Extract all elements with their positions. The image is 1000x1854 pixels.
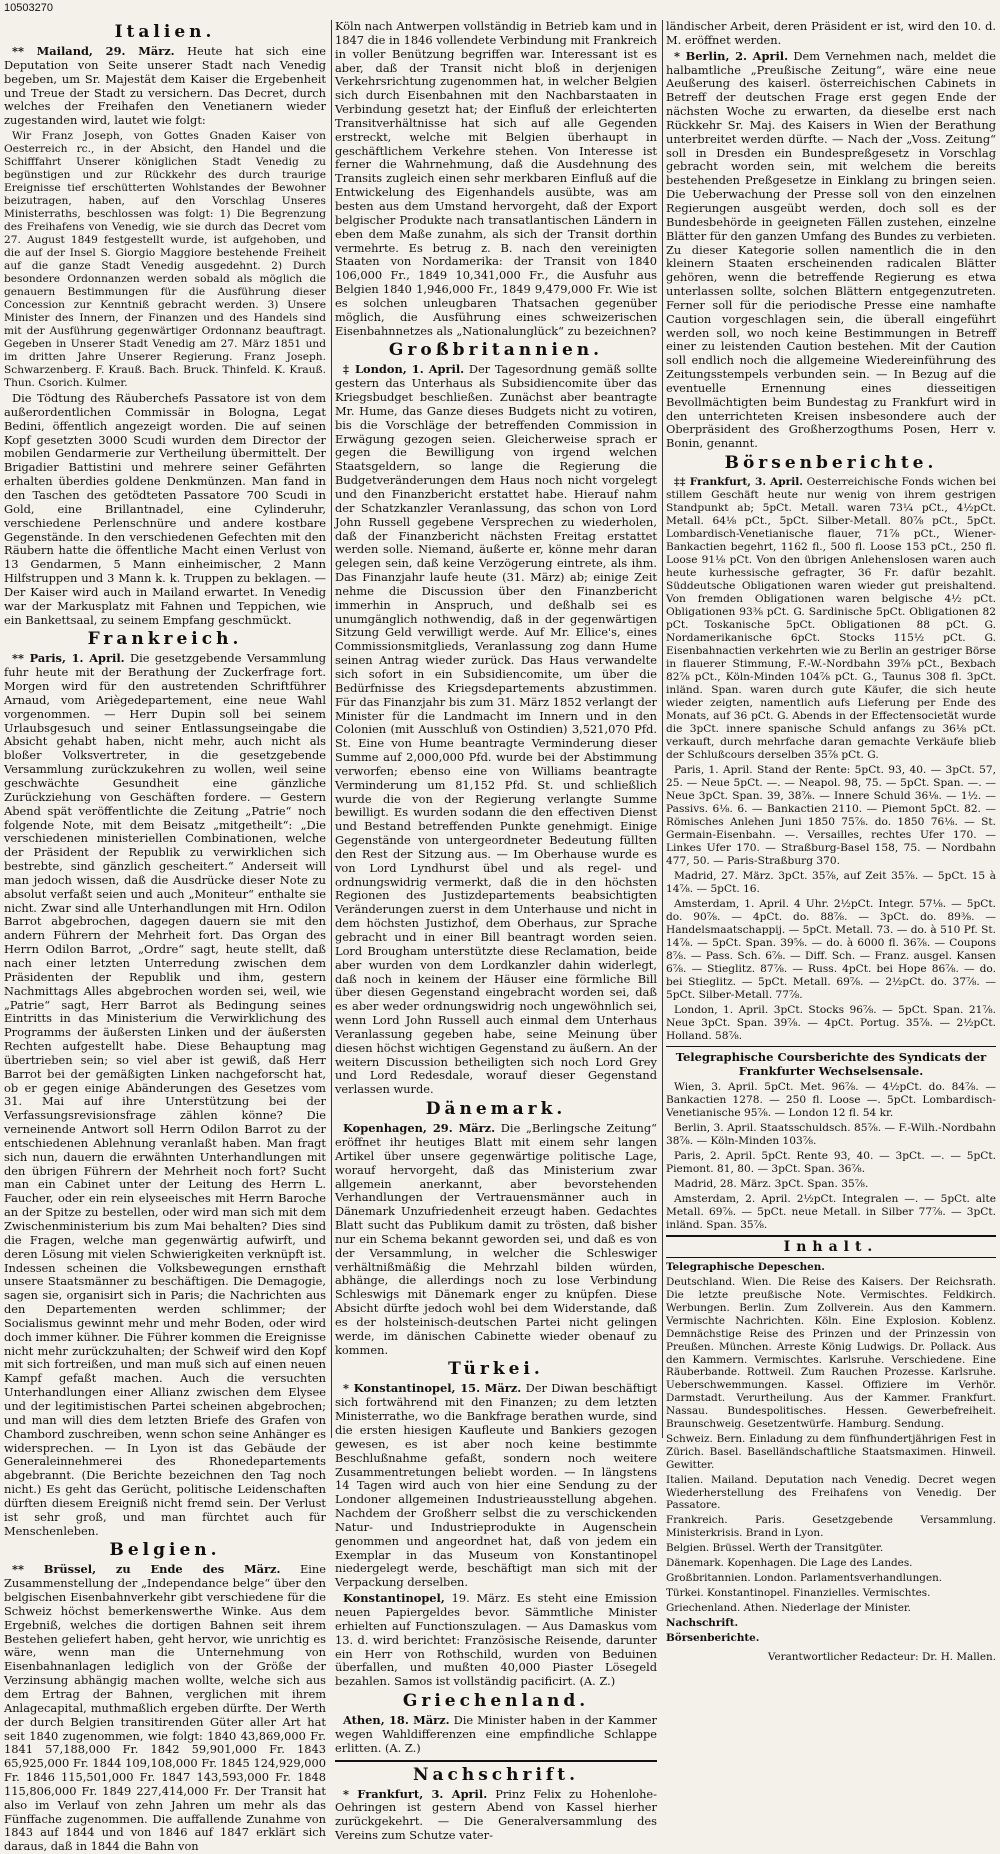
dateline: Athen, 18. März.	[343, 1713, 450, 1728]
toc-entry: Türkei. Konstantinopel. Finanzielles. Vermischtes.	[666, 1586, 931, 1599]
toc-entry: Deutschland. Wien. Die Reise des Kaisers. Der Reichsrath. Die letzte preußische Note. Vermischtes. Feldkirch. Werbungen. Berlin. Zum Zollverein. Aus den Kammern. Vermischte Nachrichten. Köln. Eine Explosion. Koblenz. Demnächstige Reise des Prinzen und der Prinzessin von Preußen. München. Arreste König Ludwigs. Dr. Pollack. Aus den Kammern. Vermischtes. Karlsruhe. Verschiedene. Eine Räuberbande. Rottweil. Zum Rauchen Prozesse. Karlsruhe. Ueberschwemmungen. Kassel. Offiziere im Verhör. Darmstadt. Verurtheilung. Aus der Kammer. Frankfurt. Nassau. Bundespolitisches. Hessen. Gewerbefreiheit. Braunschweig. Gesetzentwürfe. Hamburg. Sendung.	[666, 1276, 996, 1431]
section-heading-frankreich: Frankreich.	[87, 629, 243, 650]
toc-entry: Griechenland. Athen. Niederlage der Minister.	[666, 1601, 911, 1614]
column-rule	[662, 20, 663, 1438]
article-frankfurt-continued: ländischer Arbeit, deren Präsident er ist, wird den 10. d. M. eröffnet werden.	[666, 19, 996, 47]
article-passatore: Die Tödtung des Räuberchefs Passatore ist von dem außerordentlichen Commissär in Bologna, Legat Bedini, öffentlich angezeigt worden. Die auf seinen Kopf gesetzten 3000 Scudi wurden dem Director der mobilen Gendarmerie zur Vertheilung übermittelt. Der Brigadier Battistini und mehrere seiner Gefährten erhalten überdies goldene Denkmünzen. Man fand in den Taschen des getödteten Passatore 700 Scudi in Gold, eine Brillantnadel, eine Cylinderuhr, verschiedene Perlenschnüre und andere kostbare Gegenstände. In den verschiedenen Gefechten mit den Räubern hatte die öffentliche Macht einen Verlust von 13 Gendarmen, 5 Mann einheimischer, 2 Mann Hilfstruppen und 3 Mann k. k. Truppen zu beklagen. — Der Kaiser wird auch in Mailand erwartet. In Venedig war der Markusplatz mit Fahnen und Teppichen, wie ein Bankettsaal, zu seinem Empfang geschmückt.	[4, 391, 326, 627]
article-bruessel-continued: Köln nach Antwerpen vollständig in Betrieb kam und in 1847 die in 1846 vollendete Verbindung mit Frankreich in voller Benützung begriffen war. Interessant ist es aber, daß der Transit nicht bloß in derjenigen Verkehrsrichtung zugenommen hat, in welcher Belgien sich durch Eisenbahnen mit den Nachbarstaaten in Verbindung gesetzt hat; der Einfluß der erleichterten Transitverhältnisse hat sich auf alle Gegenden erstreckt, welche mit Belgien überhaupt in geschäftlichem Verkehre stehen. Von Interesse ist ferner die Wahrnehmung, daß die Ausdehnung des Transits zugleich einen sehr merkbaren Einfluß auf die Entwickelung des Eigenhandels ausübte, was am besten aus dem Umstand hervorgeht, daß der Export belgischer Produkte nach transatlantischen Ländern in eben dem Maße zunahm, als sich der Transit dorthin vermehrte. Es betrug z. B. nach den vereinigten Staaten von Nordamerika: der Transit von 1840 106,000 Fr., 1849 10,341,000 Fr., die Ausfuhr aus Belgien 1840 1,946,000 Fr., 1849 9,479,000 Fr. Wie ist es solchen unleugbaren Thatsachen gegenüber möglich, die Ausführung eines schweizerischen Eisenbahnnetzes als „Nationalunglück“ zu bezeichnen?	[335, 19, 657, 338]
tel-madrid: Madrid, 28. März. 3pCt. Span. 35⅞.	[674, 1178, 869, 1191]
dateline: * Berlin, 2. April.	[674, 48, 789, 63]
toc-entry: Telegraphische Depeschen.	[666, 1261, 825, 1274]
boerse-madrid: Madrid, 27. März. 3pCt. 35⅞, auf Zeit 35⅞. — 5pCt. 15 à 14⅞. — 5pCt. 16.	[666, 870, 996, 896]
dateline: ‡ London, 1. April.	[343, 362, 465, 377]
section-heading-grossbritannien: Großbritannien.	[388, 340, 604, 361]
article-bruessel: ** Brüssel, zu Ende des März. Eine Zusammenstellung der „Independance belge“ über den belgischen Eisenbahnverkehr gibt verschiedene für die Schweiz höchst bemerkenswerthe Winke. Aus dem Ergebniß, welches die dortigen Bahnen seit ihrem Bestehen geliefert haben, geht hervor, wie unrichtig es wäre, wenn man die Unternehmung von Eisenbahnanlagen lediglich von der Größe der Verzinsung abhängig machen wollte, welche sich aus dem Ertrag der Bahnen, verglichen mit ihrem Anlagecapital, muthmaßlich ergeben dürfte. Der Werth der durch Belgien transitirenden Güter aller Art hat seit 1840 zugenommen, wie folgt: 1840 43,869,000 Fr. 1841 57,188,000 Fr. 1842 59,901,000 Fr. 1843 65,925,000 Fr. 1844 109,108,000 Fr. 1845 124,929,000 Fr. 1846 115,501,000 Fr. 1847 143,593,000 Fr. 1848 115,806,000 Fr. 1849 227,414,000 Fr. Der Transit hat also im Verlauf von zehn Jahren um mehr als das Fünffache zugenommen. Die auffallende Zunahme von 1843 auf 1844 und von 1846 auf 1847 erklärt sich daraus, daß in 1844 die Bahn von	[4, 1562, 326, 1854]
inhalt-heading: Inhalt.	[666, 1235, 996, 1258]
toc-entry: Schweiz. Bern. Einladung zu dem fünfhundertjährigen Fest in Zürich. Basel. Baselländschaftliche Staatsmaximen. Hinweil. Gewitter.	[666, 1432, 996, 1471]
boerse-paris: Paris, 1. April. Stand der Rente: 5pCt. 93, 40. — 3pCt. 57, 25. — Neue 5pCt. —. — Neapol. 98, 75. — 5pCt. Span. —. — Neue 3pCt. Span. 39, 38⅞. — Innere Schuld 36⅛. — 1½. — Passivs. 6⅛. 6. — Bankactien 2110. — Piemont 5pCt. 82. — Römisches Anlehen Juni 1850 75⅞. do. 1850 76⅛. — St. Germain-Eisenbahn. —. Versailles, rechtes Ufer 170. — Linkes Ufer 170. — Straßburg-Basel 158, 75. — Nordbahn 477, 50. — Paris-Straßburg 370.	[666, 764, 996, 868]
toc-entry: Frankreich. Paris. Gesetzgebende Versammlung. Ministerkrisis. Brand in Lyon.	[666, 1514, 996, 1540]
article-kopenhagen: Kopenhagen, 29. März. Die „Berlingsche Zeitung“ eröffnet ihr heutiges Blatt mit einem sehr langen Artikel über unsere gegenwärtige politische Lage, worauf hervorgeht, daß das Ministerium zwar allgemein anerkannt, aber bevorstehenden Verhandlungen der Vertrauensmänner auch in Dänemark Unzufriedenheit erzeugt haben. Gedachtes Blatt sucht das Publikum damit zu trösten, daß bisher nur ein Schema bekannt geworden sei, und daß es von der Versammlung, in welcher die Schleswiger verhältnißmäßig die Mehrzahl bilden würden, abhänge, die allerdings noch zu lose Verbindung Schleswigs mit Dänemark enger zu knüpfen. Diese Absicht dürfte jedoch wohl bei dem Widerstande, daß es der holsteinisch-deutschen Partei nicht gelingen werde, im dänischen Cabinette wieder obenauf zu kommen.	[335, 1121, 657, 1357]
page-id: 10503270	[4, 2, 53, 14]
section-heading-daenemark: Dänemark.	[425, 1099, 567, 1120]
toc-entry: Großbritannien. London. Parlamentsverhandlungen.	[666, 1572, 943, 1584]
dateline: Konstantinopel,	[343, 1591, 445, 1606]
dateline: Kopenhagen, 29. März.	[343, 1121, 496, 1136]
section-heading-tuerkei: Türkei.	[448, 1359, 544, 1380]
toc-entry: Börsenberichte.	[666, 1631, 760, 1644]
dateline: ** Paris, 1. April.	[12, 651, 125, 666]
column-2	[335, 19, 658, 1843]
section-heading-griechenland: Griechenland.	[402, 1691, 590, 1712]
article-athen: Athen, 18. März. Die Minister haben in der Kammer wegen Wahldifferenzen eine empfindliche Schlappe erlitten. (A. Z.)	[335, 1713, 657, 1755]
section-heading-boersenberichte: Börsenberichte.	[724, 453, 938, 474]
article-konstantinopel: * Konstantinopel, 15. März. Der Diwan beschäftigt sich fortwährend mit den Finanzen; zu dem letzten Ministerrathe, wo die Bankfrage berathen wurde, sind die ersten hiesigen Kaufleute und Bankiers gezogen gewesen, es ist aber noch keine bestimmte Beschlußnahme gefaßt, sondern noch weitere Zusammentretungen beliebt worden. — In längstens 14 Tagen wird auch von hier eine Sendung zu der Londoner allgemeinen Industrieausstellung abgehen. Nachdem der Großherr selbst die zu verschickenden Natur- und Industrieprodukte in Augenschein genommen und angeordnet hat, daß von jedem ein Exemplar in das Museum von Konstantinopel niedergelegt werde, beschäftigt man sich mit der Verpackung derselben.	[335, 1381, 658, 1590]
boerse-amsterdam: Amsterdam, 1. April. 4 Uhr. 2½pCt. Integr. 57⅛. — 5pCt. do. 90⅞. — 4pCt. do. 88⅞. — 3pCt. do. 89⅜. — Handelsmaatschappij. — 5pCt. Metall. 73. — do. à 510 Pf. St. 14⅞. — 5pCt. Span. 39⅝. — do. à 6000 fl. 36⅞. — Coupons 8⅞. — Pass. Sch. 6⅞. — Diff. Sch. — Franz. ausgel. Kansen 6⅞. — Stieglitz. 87⅞. — Russ. 4pCt. bei Hope 86⅞. — do. bei Stieglitz. — 5pCt. Metall. 69⅞. — 2½pCt. do. 37⅞. — 5pCt. Silber-Metall. 77⅞.	[666, 898, 996, 1002]
article-london: ‡ London, 1. April. Der Tagesordnung gemäß sollte gestern das Unterhaus als Subsidiencomite über das Kriegsbudget beschließen. Zunächst aber beantragte Mr. Hume, das Ganze dieses Budgets nicht zu votiren, bis die Vorschläge der betreffenden Commission in Erwägung gezogen seien. Gleicherweise sprach er gegen die Bewilligung von irgend welchen Staatsgeldern, so lange die Regierung die Budgetveränderungen dem Haus noch nicht vorgelegt und den Finanzbericht erstattet habe. Hierauf nahm der Schatzkanzler Veranlassung, das schon von Lord John Russell gegebene Versprechen zu wiederholen, daß der Finanzbericht nächsten Freitag erstattet werden solle. Niemand, äußerte er, könne mehr daran gelegen sein, daß keine Verzögerung eintrete, als ihm. Das Finanzjahr laufe heute (31. März) ab; einige Zeit nehme die Discussion über den Finanzbericht immerhin in Anspruch, und deßhalb sei es unumgänglich nothwendig, daß in der gegenwärtigen Sitzung Geld verwilligt werde. Auf Mr. Ellice's, eines Commissionsmitglieds, Veranlassung zog dann Hume seinen Antrag wieder zurück. Das Haus verwandelte sich sofort in ein Subsidiencomite, um über die Bedürfnisse des Kriegsdepartements abzustimmen. Für das Finanzjahr bis zum 31. März 1852 verlangt der Minister für die Landmacht im Innern und in den Colonien (mit Ausschluß von Ostindien) 3,521,070 Pfd. St. Eine von Hume beantragte Verminderung dieser Summe auf 2,000,000 Pfd. wurde bei der Abstimmung verworfen; ebenso eine von Williams beantragte Verminderung um 81,152 Pfd. St. und schließlich wurde die von der Regierung verlangte Summe bewilligt. Es wurden sodann die den effectiven Dienst und Bestand betreffenden Punkte genehmigt. Einige Gegenstände von untergeordneter Bedeutung füllten den Rest der Sitzung aus. — Im Oberhause wurde es von Lord Lyndhurst übel und als regel- und ordnungswidrig vermerkt, daß die in den höchsten Regionen des Justizdepartements beabsichtigten Veränderungen zuerst in dem Unterhause und nicht in dem höchsten Justizhof, dem Oberhaus, zur Sprache gebracht und in einer Bill beantragt worden seien. Lord Brougham unterstützte diese Reclamation, beide aber wurden von dem Lordkanzler dahin widerlegt, daß noch in keinem der Häuser eine förmliche Bill über diesen Gegenstand eingebracht worden sei, daß es aber weder ordnungswidrig noch ungewöhnlich sei, wenn Lord John Russell auch einmal dem Unterhaus Veranlassung gegeben habe, seine Meinung über diesen höchst wichtigen Gegenstand zu äußern. An der weitern Discussion betheiligten sich noch Lord Grey und Lord Redesdale, worauf dieser Gegenstand verlassen wurde.	[335, 362, 657, 1097]
toc-entry: Italien. Mailand. Deputation nach Venedig. Decret wegen Wiederherstellung des Freihafens von Venedig. Der Passatore.	[666, 1473, 996, 1512]
dateline: ** Mailand, 29. März.	[12, 44, 175, 58]
dateline: ‡‡ Frankfurt, 3. April.	[674, 476, 803, 489]
tel-paris: Paris, 2. April. 5pCt. Rente 93, 40. — 3pCt. —. — 5pCt. Piemont. 81, 80. — 3pCt. Span. 36⅞.	[666, 1150, 996, 1176]
article-mailand: ** Mailand, 29. März. Heute hat sich eine Deputation von Seite unserer Stadt nach Venedig begeben, um Sr. Majestät dem Kaiser die Ergebenheit und Treue der Stadt zu versichern. Das Decret, durch welches der Freihafen den Venetianern wieder zugestanden wird, lautet wie folgt:	[4, 44, 327, 128]
tel-wien: Wien, 3. April. 5pCt. Met. 96⅞. — 4½pCt. do. 84⅞. — Bankactien 1278. — 250 fl. Loose —. 5pCt. Lombardisch-Venetianische 95⅞. — London 12 fl. 54 kr.	[666, 1081, 996, 1120]
dateline: * Frankfurt, 3. April.	[343, 1786, 488, 1801]
tel-berlin: Berlin, 3. April. Staatsschuldsch. 85⅞. — F.-Wilh.-Nordbahn 38⅞. — Köln-Minden 103⅞.	[666, 1122, 996, 1148]
dateline: ** Brüssel, zu Ende des März.	[12, 1562, 281, 1577]
article-paris: ** Paris, 1. April. Die gesetzgebende Versammlung fuhr heute mit der Berathung der Zuckerfrage fort. Morgen wird für den austretenden Schriftführer Arnaud, vom Ariègedepartement, eine neue Wahl vorgenommen. — Herr Dupin soll bei seinem Urlaubsgesuch und seiner Entlassungseingabe die Absicht gehabt haben, nicht mehr, auch nicht als bloßer Volksvertreter, in die gesetzgebende Versammlung zurückzukehren zu wollen, weil seine geschwächte Gesundheit eine gänzliche Zurückziehung von Geschäften fordere. — Gestern Abend spät veröffentlichte die Zeitung „Patrie“ noch folgende Note, mit dem Beisatz „mitgetheilt“: „Die verschiedenen ministeriellen Combinationen, welche der Präsident der Republik zu verwirklichen sich bestrebte, sind gänzlich gescheitert.“ Anderseit will man jedoch wissen, daß die Ausdrücke dieser Note zu absolut verfaßt seien und auch „Moniteur“ enthalte sie nicht. Zwar sind alle Unterhandlungen mit Hrn. Odilon Barrot abgebrochen, dagegen dauern sie mit den andern Führern der Mehrheit fort. Das Organ des Herrn Odilon Barrot, „Ordre“ sagt, heute stellt, daß nach einer letzten Unterredung zwischen dem Präsidenten der Republik und ihm, gestern Nachmittags Alles abgebrochen worden sei, weil, wie „Patrie“ sagt, Herr Barrot als Bedingung seines Eintritts in das Ministerium die Verwirklichung des Programms der äußersten Linken und der äußersten Rechten aufgestellt habe. Diese Behauptung mag übertrieben sein; so viel aber ist gewiß, daß Herr Barrot bei der gemäßigten Linken nachgeforscht hat, ob er gegen einige Abänderungen des Gesetzes vom 31. Mai auf ihre Unterstützung bei der Verfassungsrevisionsfrage zählen könne? Die verneinende Antwort soll Herrn Odilon Barrot zu der entschiedenen Ablehnung veranlaßt haben. Man fragt sich nun, dauern die erwähnten Unterhandlungen mit den übrigen Führern der Mehrheit noch fort? Sucht man ein Cabinet unter der Leitung des Herrn L. Faucher, oder ein rein elyseeisches mit Herrn Baroche an der Spitze zu bestellen, oder wird man sich mit dem Zwischenministerium bis zum Mai behalten? Dies sind die Fragen, welche man gegenwärtig aufwirft, und deren Lösung mit vielen Schwierigkeiten verknüpft ist. Indessen scheinen die Volksbewegungen ernsthaft unsere Staatsmänner zu beschäftigen. Die Demagogie, sagen sie, organisirt sich in Paris; die Nachrichten aus den Departementen werden schlimmer; der Socialismus gewinnt mehr und mehr Boden, oder wird doch immer kühner. Die Führer kommen die Ereignisse nicht mehr zurückzuhalten; der Schweif wird den Kopf mit sich fortreißen, und man muß sich auf einen neuen Kampf gefaßt machen. Auch die versuchten Unterhandlungen einer Allianz zwischen dem Elysee und der legitimistischen Partei scheinen abgebrochen; und man will dies dem letzten Briefe des Grafen von Chambord zuschreiben, wenn schon seine Anhänger es widersprechen. — In Lyon ist das Gebäude der Generaleinnehmerei des Rhonedepartements abgebrannt. (Die Berichte bezeichnen den Tag noch nicht.) Es geht das Gerücht, politische Leidenschaften dürften diesem Ereigniß nicht fremd sein. Der Verlust ist sehr groß, und man fürchtet auch für Menschenleben.	[4, 651, 326, 1538]
article-berlin: * Berlin, 2. April. Dem Vernehmen nach, meldet die halbamtliche „Preußische Zeitung“, wäre eine neue Aeußerung des kaiserl. österreichischen Cabinets in Betreff der deutschen Frage erst gegen Ende der nächsten Woche zu erwarten, da dieselbe erst nach Rückkehr Sr. Maj. des Kaisers in Wien der Berathung unterbreitet werden dürfte. — Nach der „Voss. Zeitung“ soll in Dresden ein Bundespreßgesetz in Vorschlag gebracht worden sein, mit welchem die bereits bestehenden Preßgesetze in Einklang zu bringen seien. Die Ueberwachung der Presse soll von den einzelnen Regierungen ausgeübt werden, doch soll es der Bundesbehörde in geeigneten Fällen zustehen, einzelne Blätter für den ganzen Umfang des Bundes zu verbieten. Zu dieser Kategorie sollen namentlich die in den kleinern Staaten erscheinenden radicalen Blätter gehören, wenn die betreffende Regierung es etwa unterlassen sollte, solchen Blättern entgegenzutreten. Ferner soll für die periodische Presse eine namhafte Caution vorgeschlagen sein, die überall eingeführt werden soll, wo noch keine Bestimmungen in Betreff einer zu leistenden Caution bestehen. Mit der Caution soll endlich noch die allgemeine Wiedereinführung des Zeitungsstempels verbunden sein. — In Bezug auf die eventuelle Ernennung eines diesseitigen Bevollmächtigten beim Bundestag zu Frankfurt wird in den unterrichteten Kreisen insbesondere auch der Oberpräsident des Großherzogthums Posen, Herr v. Bonin, genannt.	[666, 48, 997, 451]
dateline: * Konstantinopel, 15. März.	[343, 1381, 522, 1396]
column-rule	[331, 20, 332, 1438]
boerse-london: London, 1. April. 3pCt. Stocks 96⅞. — 5pCt. Span. 21⅞. Neue 3pCt. Span. 39⅞. — 4pCt. Portug. 35⅞. — 2½pCt. Holland. 58⅞.	[666, 1004, 996, 1043]
toc-entry: Dänemark. Kopenhagen. Die Lage des Landes.	[666, 1557, 913, 1570]
boerse-frankfurt: ‡‡ Frankfurt, 3. April. Oesterreichische Fonds wichen bei stillem Geschäft heute nur wenig von ihrem gestrigen Standpunkt ab; 5pCt. Metall. waren 73¼ pCt., 4½pCt. Metall. 64⅛ pCt., 5pCt. Silber-Metall. 80⅞ pCt., 5pCt. Lombardisch-Venetianische flauer, 71⅞ pCt., Wiener-Bankactien begehrt, 1162 fl., 500 fl. Loose 153 pCt., 250 fl. Loose 91⅛ pCt. Von den übrigen Anlehenslosen waren auch heute kurhessische gefragter, 36 Fr. dafür bezahlt. Süddeutsche Obligationen waren wieder gut preishaltend. Von fremden Obligationen waren belgische 4½ pCt. Obligationen 93⅜ pCt. G. Sardinische 5pCt. Obligationen 82 pCt. Toskanische 5pCt. Obligationen 88 pCt. G. Nordamerikanische 6pCt. Stocks 115½ pCt. G. Eisenbahnactien verkehrten wie zu Berlin an gestriger Börse in flauerer Stimmung, F.-W.-Nordbahn 39⅞ pCt., Bexbach 82⅞ pCt., Köln-Minden 104⅞ pCt. G., Taunus 308 fl. 3pCt. inländ. Span. waren durch gute Käufer, die sich heute wieder zeigten, namentlich aufs Lieferung per Ende des Monats, auf 36 pCt. G. Abends in der Effectensocietät wurde die 3pCt. innere spanische Schuld anfangs zu 36⅛ pCt. verkauft, durch mehrfache daran gemachte Verkäufe blieb der Schlußcours derselben 35⅞ pCt. G.	[666, 476, 996, 762]
table-of-contents	[666, 1261, 996, 1644]
editor-signature: Verantwortlicher Redacteur: Dr. H. Mallen.	[767, 1650, 996, 1663]
decree-text: Wir Franz Joseph, von Gottes Gnaden Kaiser von Oesterreich rc., in der Absicht, den Handel und die Schifffahrt Unserer königlichen Stadt Venedig zu begünstigen und zur Rückkehr des durch traurige Ereignisse tief erschütterten Wohlstandes der Bewohner beizutragen, haben, auf den Vorschlag Unseres Ministerraths, beschlossen was folgt: 1) Die Begrenzung des Freihafens von Venedig, wie sie durch das Decret vom 27. August 1849 festgestellt wurde, ist aufgehoben, und die auf der Insel S. Giorgio Maggiore bestehende Freiheit auf die ganze Stadt Venedig ausgedehnt. 2) Durch besondere Ordonnanzen werden sobald als möglich die genauern Bestimmungen für die Ausführung dieser Concession zur Kenntniß gebracht werden. 3) Unsere Minister des Innern, der Finanzen und des Handels sind mit der Ausführung gegenwärtiger Ordonnanz beauftragt. Gegeben in Unserer Stadt Venedig am 27. März 1851 und im dritten Jahre Unserer Regierung. Franz Joseph. Schwarzenberg. F. Krauß. Bach. Bruck. Thinfeld. K. Krauß. Thun. Csorich. Kulmer.	[4, 130, 326, 390]
section-heading-belgien: Belgien.	[109, 1540, 221, 1561]
section-heading-nachschrift: Nachschrift.	[412, 1764, 580, 1785]
section-heading-italien: Italien.	[114, 22, 216, 42]
column-3	[666, 19, 997, 1663]
column-1	[4, 20, 327, 1854]
telegraph-heading: Telegraphische Coursberichte des Syndicats der Frankfurter Wechselsensale.	[666, 1046, 996, 1078]
article-frankfurt: * Frankfurt, 3. April. Prinz Felix zu Hohenlohe-Oehringen ist gestern Abend von Kassel hierher zurückgekehrt. — Die Generalversammlung des Vereins zum Schutze vater-	[335, 1786, 657, 1843]
separator-rule	[335, 1760, 657, 1762]
toc-entry: Belgien. Brüssel. Werth der Transitgüter.	[666, 1542, 884, 1555]
toc-entry: Nachschrift.	[666, 1616, 739, 1629]
tel-amsterdam: Amsterdam, 2. April. 2½pCt. Integralen —. — 5pCt. alte Metall. 69⅞. — 5pCt. neue Metall. in Silber 77⅞. — 3pCt. inländ. Span. 35⅞.	[666, 1193, 996, 1232]
article-konstantinopel-2: Konstantinopel, 19. März. Es steht eine Emission neuen Papiergeldes bevor. Sämmtliche Minister erhielten auf Functionszulagen. — Aus Damaskus vom 13. d. wird berichtet: Französische Reisende, darunter ein Herr von Rothschild, wurden von Beduinen überfallen, und mußten 40,000 Piaster Lösegeld bezahlen. Samos ist vollständig pacificirt. (A. Z.)	[335, 1591, 657, 1689]
